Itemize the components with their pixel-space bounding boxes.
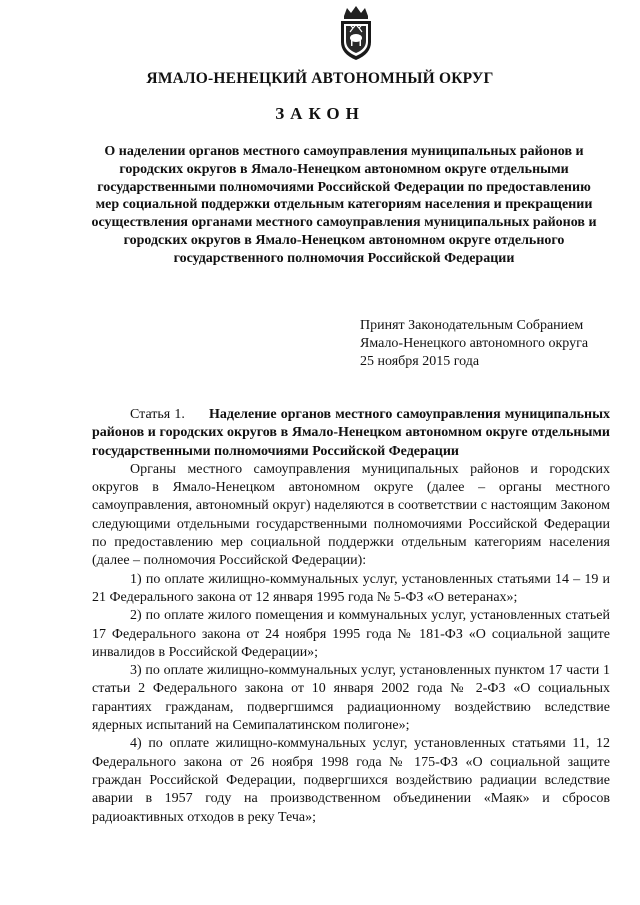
region-name: ЯМАЛО-НЕНЕЦКИЙ АВТОНОМНЫЙ ОКРУГ xyxy=(146,70,494,87)
adoption-note xyxy=(360,317,588,371)
coat-of-arms-icon xyxy=(334,4,378,62)
adoption-line-1: Принят Законодательным Собранием xyxy=(360,318,584,333)
law-title: О наделении органов местного самоуправления муниципальных районов и городских округов в Ямало-Ненецком автономном округе отдельными государственными полномочиями Российской Федерации по предоставлению мер социальной поддержки отдельным категориям населения и прекращении осуществления органами местного самоуправления муниципальных районов и городских округов в Ямало-Ненецком автономном округе отдельного государственного полномочия Российской Федерации xyxy=(91,144,597,266)
article-title: Наделение органов местного самоуправления муниципальных районов и городских округов в Ямало-Ненецком автономном округе отдельными государственными полномочиями Российской Федерации xyxy=(92,407,611,459)
adoption-line-2: Ямало-Ненецкого автономного округа xyxy=(360,336,589,351)
article-number: Статья 1. xyxy=(130,407,185,422)
adoption-date: 25 ноября 2015 года xyxy=(360,354,480,369)
paragraph-intro: Органы местного самоуправления муниципальных районов и городских округов в Ямало-Ненецком автономном округе (далее – органы местного самоуправления, автономный округ) наделяются в соответствии с настоящим Законом следующими отдельными государственными полномочиями Российской Федерации по предоставлению мер социальной поддержки отдельным категориям населения (далее – полномочия Российской Федерации): xyxy=(92,461,610,569)
law-body xyxy=(92,406,610,827)
paragraph-item-2: 2) по оплате жилого помещения и коммунальных услуг, установленных статьей 17 Федерального закона от 24 ноября 1995 года № 181-ФЗ «О социальной защите инвалидов в Российской Федерации»; xyxy=(92,608,610,660)
article-heading xyxy=(92,406,610,461)
paragraph-item-1: 1) по оплате жилищно-коммунальных услуг, установленных статьями 14 – 19 и 21 Федерального закона от 12 января 1995 года № 5-ФЗ «О ветеранах»; xyxy=(92,571,610,605)
paragraph-item-4: 4) по оплате жилищно-коммунальных услуг, установленных статьями 11, 12 Федерального закона от 26 ноября 1998 года № 175-ФЗ «О социальной защите граждан Российской Федерации, подвергшихся воздействию радиации вследствие аварии в 1957 году на производственном объединении «Маяк» и сбросов радиоактивных отходов в реку Теча»; xyxy=(92,736,610,825)
document-type: ЗАКОН xyxy=(275,104,365,123)
paragraph-item-3: 3) по оплате жилищно-коммунальных услуг, установленных пунктом 17 части 1 статьи 2 Федерального закона от 10 января 2002 года № 2-ФЗ «О социальных гарантиях гражданам, подвергшимся радиационному воздействию вследствие ядерных испытаний на Семипалатинском полигоне»; xyxy=(92,663,610,734)
